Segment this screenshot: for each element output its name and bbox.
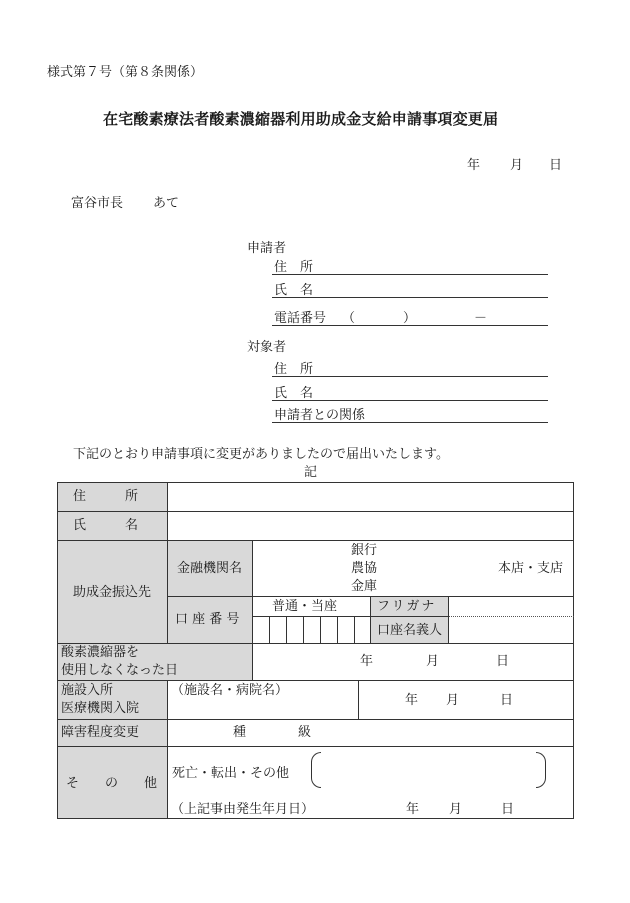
disability-label: 障害程度変更 (61, 725, 140, 740)
vrule-facility-date (358, 680, 359, 719)
account-type: 普通・当座 (272, 599, 338, 614)
account-holder-label: 口座名義人 (377, 623, 443, 638)
event-month: 月 (449, 802, 463, 817)
other-options: 死亡・転出・その他 (172, 766, 290, 781)
digit-sep-2 (286, 616, 287, 643)
stop-use-year: 年 (360, 654, 374, 669)
form-number: 様式第７号（第８条関係） (47, 65, 204, 80)
page-title: 在宅酸素療法者酸素濃縮器利用助成金支給申請事項変更届 (103, 110, 499, 128)
vrule-furigana (370, 596, 371, 643)
vrule-bank (252, 540, 253, 680)
digit-sep-1 (269, 616, 270, 643)
subject-address-label: 住 所 (274, 362, 314, 377)
ki-label: 記 (304, 465, 318, 480)
statement-text: 下記のとおり申請事項に変更がありましたので届出いたします。 (73, 447, 449, 462)
addressee-name: 富谷市長 (71, 196, 124, 211)
vrule-furigana-right (448, 596, 449, 643)
event-date-label: （上記事由発生年月日） (171, 802, 315, 817)
other-bracket-right (536, 752, 546, 788)
furigana-label: フリガナ (377, 599, 437, 614)
account-number-label: 口 座 番 号 (175, 612, 240, 627)
stop-use-month: 月 (426, 654, 440, 669)
facility-day: 日 (500, 693, 514, 708)
subject-name-label: 氏 名 (274, 386, 314, 401)
rule-2 (57, 540, 574, 541)
rule-6 (57, 680, 574, 681)
stop-use-label-2: 使用しなくなった日 (61, 663, 179, 678)
row-address-value[interactable] (168, 483, 573, 510)
phone-dash: － (474, 311, 488, 326)
subject-relation-label: 申請者との関係 (274, 408, 366, 423)
stop-use-day: 日 (496, 654, 510, 669)
facility-label-2: 医療機関入院 (61, 701, 140, 716)
other-label: そ の 他 (66, 776, 158, 791)
bank-type-credit: 金庫 (351, 579, 378, 594)
applicant-address-label: 住 所 (274, 260, 314, 275)
grade-kind: 種 (233, 725, 247, 740)
other-bracket-left (311, 752, 321, 788)
digit-sep-4 (320, 616, 321, 643)
facility-hint: （施設名・病院名） (171, 683, 289, 698)
rule-8 (57, 746, 574, 747)
applicant-heading: 申請者 (247, 241, 287, 256)
date-month: 月 (510, 158, 524, 173)
bank-type-bank: 銀行 (351, 543, 378, 558)
other-detail-field[interactable] (322, 752, 536, 788)
rule-4b (370, 616, 448, 617)
digit-sep-3 (303, 616, 304, 643)
row-transfer-label: 助成金振込先 (73, 585, 152, 600)
date-year: 年 (467, 158, 481, 173)
event-day: 日 (501, 802, 515, 817)
vrule-label-2 (167, 680, 168, 819)
addressee-suffix: あて (153, 196, 180, 211)
grade-level: 級 (298, 725, 312, 740)
facility-label-1: 施設入所 (61, 683, 114, 698)
rule-5 (57, 643, 574, 644)
bank-name-label: 金融機関名 (177, 561, 243, 576)
row-name-value[interactable] (168, 512, 573, 539)
bank-type-agri: 農協 (351, 561, 378, 576)
branch-options: 本店・支店 (498, 561, 564, 576)
row-name-label: 氏 名 (73, 518, 139, 533)
digit-sep-6 (354, 616, 355, 643)
event-year: 年 (406, 802, 420, 817)
applicant-name-label: 氏 名 (274, 283, 314, 298)
subject-heading: 対象者 (247, 340, 287, 355)
facility-year: 年 (405, 693, 419, 708)
phone-open-paren: （ (342, 311, 356, 326)
applicant-phone-label: 電話番号 (274, 311, 327, 326)
facility-month: 月 (446, 693, 460, 708)
row-address-label: 住 所 (73, 489, 139, 504)
digit-sep-5 (337, 616, 338, 643)
stop-use-label-1: 酸素濃縮器を (61, 645, 140, 660)
rule-furigana-dotted (448, 616, 574, 617)
phone-close-paren: ） (403, 311, 417, 326)
date-day: 日 (549, 158, 563, 173)
rule-7 (57, 719, 574, 720)
